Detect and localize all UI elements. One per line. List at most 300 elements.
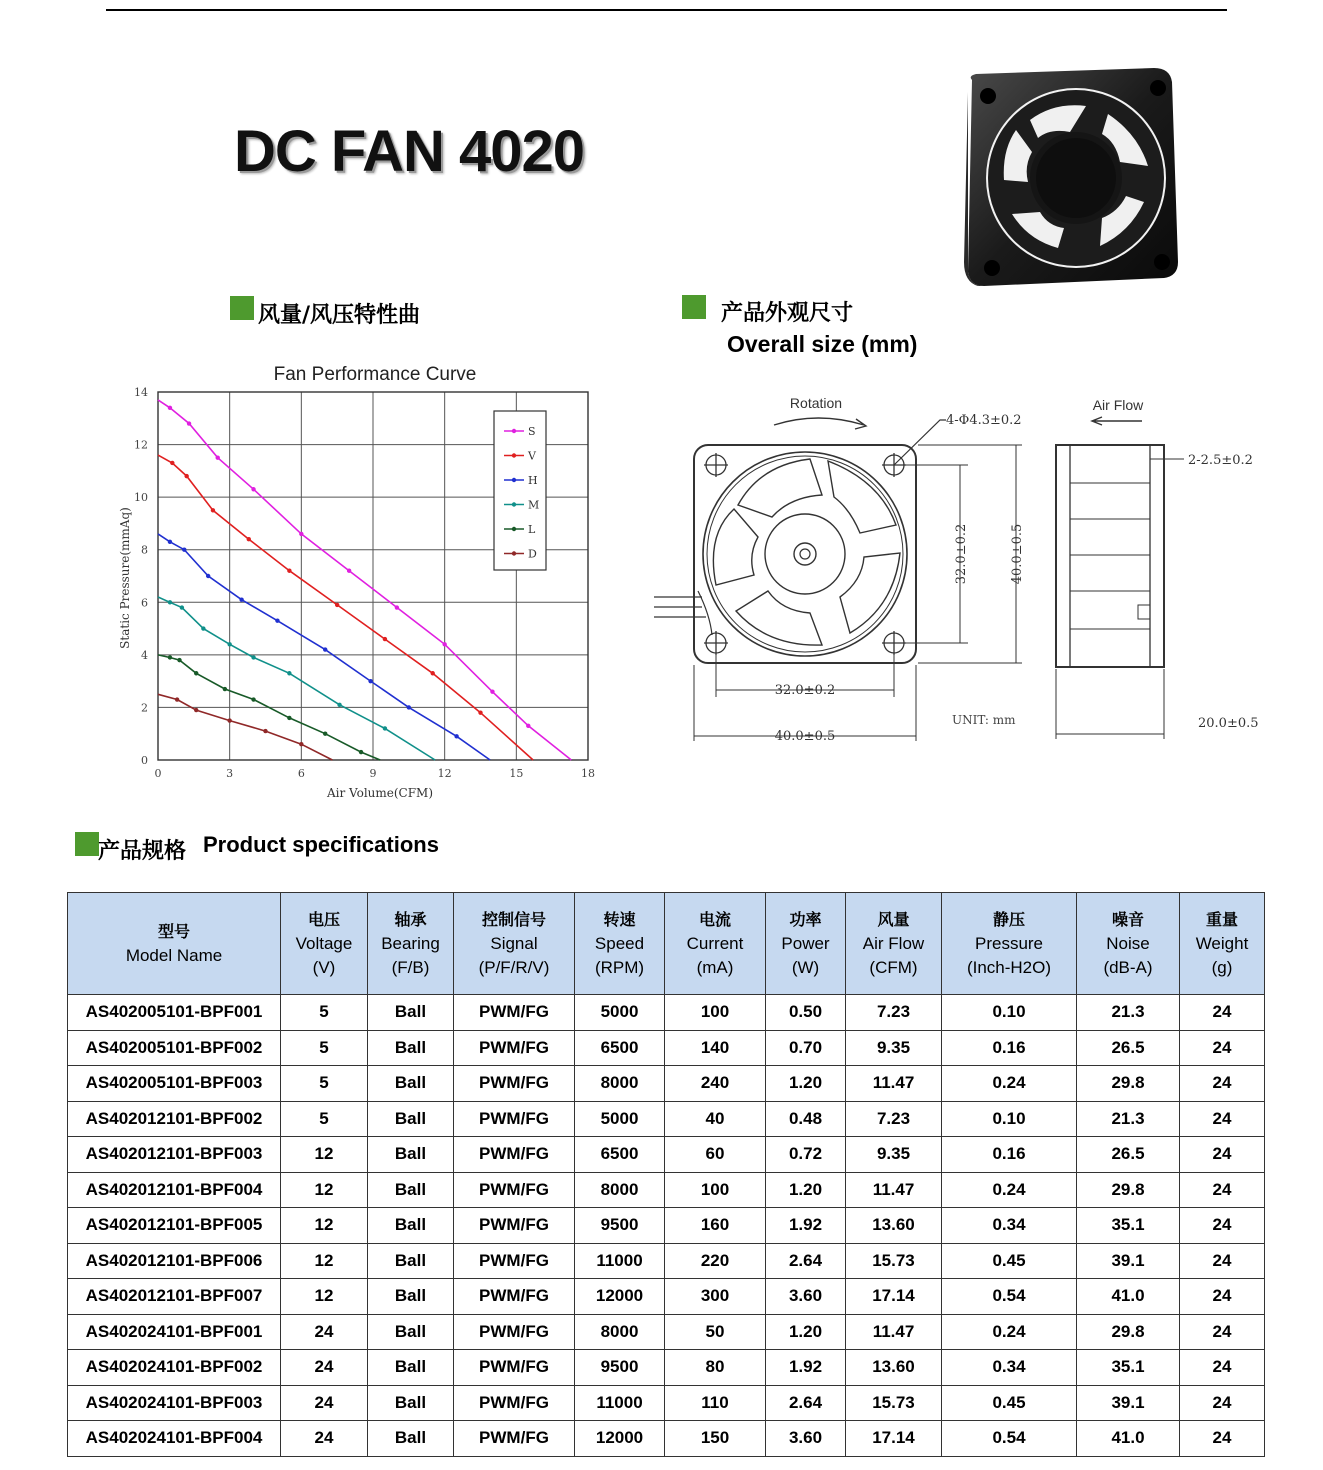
- table-header-row: [68, 893, 1265, 995]
- table-cell: 12: [281, 1208, 368, 1244]
- table-cell: 24: [1180, 1279, 1265, 1315]
- table-cell: PWM/FG: [454, 1421, 575, 1457]
- table-cell: 0.54: [942, 1279, 1077, 1315]
- series-point-S: [168, 406, 172, 410]
- series-point-V: [184, 474, 188, 478]
- table-cell: 29.8: [1077, 1314, 1180, 1350]
- table-cell: 11.47: [846, 1066, 942, 1102]
- table-cell: 5000: [575, 995, 665, 1031]
- table-cell: 24: [1180, 1172, 1265, 1208]
- series-point-L: [168, 655, 172, 659]
- table-cell: 24: [1180, 995, 1265, 1031]
- series-point-V: [431, 671, 435, 675]
- table-cell: 24: [1180, 1066, 1265, 1102]
- table-cell: 300: [665, 1279, 766, 1315]
- size-section-heading-en: Overall size (mm): [727, 331, 918, 357]
- y-tick-label: 8: [141, 543, 148, 557]
- table-body: [68, 995, 1265, 1457]
- series-point-L: [177, 658, 181, 662]
- table-cell: AS402005101-BPF002: [68, 1030, 281, 1066]
- table-row: [68, 1066, 1265, 1102]
- size-horizontal-dimension: 40.0±0.5: [774, 729, 836, 744]
- table-cell: AS402024101-BPF004: [68, 1421, 281, 1457]
- column-header-en: Air Flow: [862, 933, 925, 953]
- series-point-V: [247, 537, 251, 541]
- column-header-unit: (P/F/R/V): [478, 957, 550, 977]
- legend-box: [494, 411, 546, 570]
- series-point-D: [299, 742, 303, 746]
- unit-note: UNIT: mm: [952, 713, 1016, 727]
- column-header-unit: (CFM): [869, 957, 918, 977]
- table-cell: 80: [665, 1350, 766, 1386]
- table-cell: Ball: [368, 1421, 454, 1457]
- table-cell: PWM/FG: [454, 1172, 575, 1208]
- chart-title: Fan Performance Curve: [273, 364, 477, 385]
- column-header-cn: 风量: [877, 909, 910, 929]
- section-marker: [75, 832, 99, 856]
- series-point-M: [337, 703, 341, 707]
- column-header: [846, 893, 942, 995]
- table-cell: PWM/FG: [454, 1279, 575, 1315]
- y-tick-label: 14: [134, 386, 148, 399]
- table-row: [68, 1385, 1265, 1421]
- table-cell: 41.0: [1077, 1421, 1180, 1457]
- table-cell: AS402012101-BPF006: [68, 1243, 281, 1279]
- table-cell: 0.34: [942, 1208, 1077, 1244]
- table-cell: 140: [665, 1030, 766, 1066]
- table-cell: 100: [665, 995, 766, 1031]
- table-cell: 12000: [575, 1279, 665, 1315]
- column-header-unit: (V): [312, 957, 336, 977]
- table-cell: 24: [1180, 1208, 1265, 1244]
- table-cell: AS402012101-BPF005: [68, 1208, 281, 1244]
- series-point-V: [287, 569, 291, 573]
- air-flow-label: Air Flow: [1092, 397, 1144, 413]
- table-cell: 1.20: [766, 1314, 846, 1350]
- table-cell: 220: [665, 1243, 766, 1279]
- series-point-L: [251, 697, 255, 701]
- column-header: [368, 893, 454, 995]
- table-cell: 0.54: [942, 1421, 1077, 1457]
- table-row: [68, 1208, 1265, 1244]
- table-cell: 24: [1180, 1385, 1265, 1421]
- column-header: [942, 893, 1077, 995]
- table-cell: 8000: [575, 1172, 665, 1208]
- table-cell: 50: [665, 1314, 766, 1350]
- series-point-L: [287, 716, 291, 720]
- x-axis-label: Air Volume(CFM): [326, 786, 434, 800]
- table-cell: 11000: [575, 1385, 665, 1421]
- x-tick-label: 12: [437, 767, 452, 780]
- table-cell: 60: [665, 1137, 766, 1173]
- column-header-cn: 转速: [603, 909, 636, 929]
- legend-marker-H: [512, 478, 516, 482]
- table-cell: 12: [281, 1243, 368, 1279]
- series-point-V: [383, 637, 387, 641]
- table-cell: AS402024101-BPF001: [68, 1314, 281, 1350]
- table-cell: 0.50: [766, 995, 846, 1031]
- legend-marker-L: [512, 527, 516, 531]
- table-cell: 0.24: [942, 1066, 1077, 1102]
- table-cell: PWM/FG: [454, 1208, 575, 1244]
- size-section-heading-cn: 产品外观尺寸: [721, 301, 854, 326]
- y-tick-label: 0: [141, 754, 148, 767]
- table-row: [68, 1030, 1265, 1066]
- legend-label-V: V: [528, 449, 536, 463]
- legend-marker-M: [512, 502, 516, 506]
- dimension-drawing: [650, 385, 1300, 750]
- table-cell: 13.60: [846, 1208, 942, 1244]
- table-cell: 29.8: [1077, 1172, 1180, 1208]
- side-dimension: 2-2.5±0.2: [1188, 453, 1253, 468]
- table-cell: 12: [281, 1279, 368, 1315]
- spec-table: [67, 892, 1265, 1457]
- x-tick-label: 15: [509, 767, 524, 780]
- table-cell: Ball: [368, 1101, 454, 1137]
- table-cell: 35.1: [1077, 1350, 1180, 1386]
- x-tick-label: 3: [226, 767, 234, 780]
- table-cell: Ball: [368, 1279, 454, 1315]
- table-cell: AS402024101-BPF002: [68, 1350, 281, 1386]
- table-cell: 2.64: [766, 1385, 846, 1421]
- series-point-H: [454, 734, 458, 738]
- table-row: [68, 1101, 1265, 1137]
- column-header-unit: (W): [791, 957, 820, 977]
- table-cell: 0.10: [942, 1101, 1077, 1137]
- table-cell: 0.48: [766, 1101, 846, 1137]
- table-cell: 1.20: [766, 1066, 846, 1102]
- table-cell: 15.73: [846, 1385, 942, 1421]
- table-cell: AS402012101-BPF002: [68, 1101, 281, 1137]
- table-cell: 0.16: [942, 1137, 1077, 1173]
- hole-dimension: 4-Φ4.3±0.2: [946, 413, 1022, 428]
- column-header-cn: 静压: [992, 909, 1025, 929]
- series-line-M: [158, 597, 435, 760]
- table-cell: Ball: [368, 1030, 454, 1066]
- series-line-V: [158, 455, 533, 760]
- depth-dimension: 20.0±0.5: [1198, 716, 1259, 731]
- column-header: [575, 893, 665, 995]
- series-point-D: [175, 697, 179, 701]
- series-point-M: [287, 671, 291, 675]
- column-header-en: Weight: [1195, 933, 1249, 953]
- series-point-S: [526, 724, 530, 728]
- series-point-S: [442, 642, 446, 646]
- series-point-M: [168, 600, 172, 604]
- series-line-D: [158, 694, 332, 760]
- table-cell: 24: [1180, 1421, 1265, 1457]
- curve-section-heading: 风量/风压特性曲: [258, 303, 421, 328]
- series-point-M: [180, 605, 184, 609]
- table-cell: 17.14: [846, 1279, 942, 1315]
- table-cell: Ball: [368, 1314, 454, 1350]
- y-tick-label: 12: [134, 438, 148, 452]
- series-point-S: [299, 532, 303, 536]
- series-point-S: [187, 421, 191, 425]
- x-tick-label: 18: [581, 767, 595, 780]
- table-cell: 0.70: [766, 1030, 846, 1066]
- column-header-cn: 噪音: [1111, 909, 1144, 929]
- y-tick-label: 2: [141, 701, 148, 715]
- legend-label-S: S: [528, 425, 536, 438]
- legend-label-M: M: [528, 498, 540, 512]
- column-header-cn: 轴承: [394, 909, 427, 929]
- table-cell: 110: [665, 1385, 766, 1421]
- table-cell: 100: [665, 1172, 766, 1208]
- table-cell: 5: [281, 1066, 368, 1102]
- table-cell: PWM/FG: [454, 1385, 575, 1421]
- table-cell: Ball: [368, 1385, 454, 1421]
- table-cell: PWM/FG: [454, 1243, 575, 1279]
- column-header-en: Bearing: [381, 933, 440, 953]
- table-cell: 26.5: [1077, 1137, 1180, 1173]
- table-cell: 26.5: [1077, 1030, 1180, 1066]
- front-view-frame: [694, 445, 916, 663]
- table-cell: 24: [1180, 1030, 1265, 1066]
- table-cell: 39.1: [1077, 1385, 1180, 1421]
- table-cell: 5000: [575, 1101, 665, 1137]
- table-cell: 24: [281, 1350, 368, 1386]
- table-cell: 0.45: [942, 1243, 1077, 1279]
- series-point-S: [216, 456, 220, 460]
- series-point-D: [194, 708, 198, 712]
- table-cell: 12: [281, 1172, 368, 1208]
- table-cell: 12: [281, 1137, 368, 1173]
- y-tick-label: 10: [134, 491, 148, 505]
- column-header-unit: (Inch-H2O): [966, 957, 1052, 977]
- series-point-D: [263, 729, 267, 733]
- table-cell: Ball: [368, 1243, 454, 1279]
- table-cell: 2.64: [766, 1243, 846, 1279]
- table-cell: 3.60: [766, 1279, 846, 1315]
- table-cell: 8000: [575, 1066, 665, 1102]
- table-cell: 3.60: [766, 1421, 846, 1457]
- table-cell: 24: [1180, 1314, 1265, 1350]
- table-cell: AS402005101-BPF003: [68, 1066, 281, 1102]
- table-cell: 1.92: [766, 1350, 846, 1386]
- table-cell: 8000: [575, 1314, 665, 1350]
- y-tick-label: 6: [141, 596, 148, 610]
- column-header: [1180, 893, 1265, 995]
- rotation-label: Rotation: [789, 395, 843, 411]
- series-point-H: [239, 597, 243, 601]
- column-header-unit: (F/B): [391, 957, 430, 977]
- spec-section-heading-cn: 产品规格: [98, 839, 187, 864]
- section-marker: [682, 295, 706, 319]
- table-cell: 24: [1180, 1243, 1265, 1279]
- series-point-M: [227, 642, 231, 646]
- series-point-V: [211, 508, 215, 512]
- series-point-H: [275, 618, 279, 622]
- column-header-unit: (g): [1211, 957, 1233, 977]
- table-cell: 0.34: [942, 1350, 1077, 1386]
- legend-marker-S: [512, 429, 516, 433]
- table-cell: 9500: [575, 1208, 665, 1244]
- table-cell: 5: [281, 1030, 368, 1066]
- legend-label-L: L: [528, 523, 536, 536]
- table-cell: 6500: [575, 1137, 665, 1173]
- series-point-V: [335, 603, 339, 607]
- series-point-S: [490, 689, 494, 693]
- series-point-H: [168, 540, 172, 544]
- column-header-cn: 重量: [1205, 909, 1238, 929]
- column-header-en: Pressure: [974, 933, 1044, 953]
- series-point-H: [368, 679, 372, 683]
- table-cell: 12000: [575, 1421, 665, 1457]
- column-header-cn: 控制信号: [481, 909, 546, 929]
- y-axis-label: Static Pressure(mmAq): [118, 507, 132, 649]
- table-cell: 39.1: [1077, 1243, 1180, 1279]
- table-cell: 24: [281, 1314, 368, 1350]
- table-cell: 0.16: [942, 1030, 1077, 1066]
- table-cell: 0.24: [942, 1314, 1077, 1350]
- size-vertical-dimension: 40.0±0.5: [1010, 523, 1025, 585]
- table-row: [68, 1243, 1265, 1279]
- table-cell: 17.14: [846, 1421, 942, 1457]
- series-point-H: [407, 705, 411, 709]
- column-header-unit: (RPM): [594, 957, 645, 977]
- table-cell: AS402005101-BPF001: [68, 995, 281, 1031]
- column-header: [68, 893, 281, 995]
- table-cell: 1.20: [766, 1172, 846, 1208]
- table-cell: 5: [281, 995, 368, 1031]
- table-cell: 21.3: [1077, 1101, 1180, 1137]
- series-point-S: [251, 487, 255, 491]
- x-tick-label: 9: [369, 767, 377, 780]
- table-cell: 13.60: [846, 1350, 942, 1386]
- x-tick-label: 6: [297, 767, 305, 780]
- table-cell: 21.3: [1077, 995, 1180, 1031]
- table-cell: 11.47: [846, 1314, 942, 1350]
- series-point-M: [383, 726, 387, 730]
- table-cell: 7.23: [846, 995, 942, 1031]
- column-header-en: Speed: [594, 933, 645, 953]
- table-cell: 11.47: [846, 1172, 942, 1208]
- section-marker: [230, 296, 254, 320]
- table-cell: Ball: [368, 1172, 454, 1208]
- table-cell: 11000: [575, 1243, 665, 1279]
- spec-section-heading-en: Product specifications: [203, 832, 439, 857]
- table-cell: 0.10: [942, 995, 1077, 1031]
- column-header: [766, 893, 846, 995]
- table-cell: 29.8: [1077, 1066, 1180, 1102]
- series-point-H: [182, 548, 186, 552]
- table-cell: 9500: [575, 1350, 665, 1386]
- table-cell: 0.72: [766, 1137, 846, 1173]
- table-cell: 9.35: [846, 1137, 942, 1173]
- series-point-S: [347, 569, 351, 573]
- column-header-unit: (dB-A): [1103, 957, 1153, 977]
- table-cell: 6500: [575, 1030, 665, 1066]
- table-cell: PWM/FG: [454, 1137, 575, 1173]
- column-header-cn: 电压: [307, 909, 340, 929]
- x-tick-label: 0: [154, 767, 162, 780]
- fan-performance-chart: [100, 355, 610, 805]
- column-header-unit: (mA): [696, 957, 734, 977]
- table-cell: 7.23: [846, 1101, 942, 1137]
- series-point-D: [227, 718, 231, 722]
- table-cell: 0.45: [942, 1385, 1077, 1421]
- series-point-V: [170, 461, 174, 465]
- series-point-H: [323, 647, 327, 651]
- page-title: DC FAN 4020: [234, 119, 585, 184]
- column-header: [665, 893, 766, 995]
- series-point-H: [206, 574, 210, 578]
- series-point-V: [478, 710, 482, 714]
- table-row: [68, 1350, 1265, 1386]
- table-cell: 15.73: [846, 1243, 942, 1279]
- series-point-L: [323, 732, 327, 736]
- table-cell: Ball: [368, 1350, 454, 1386]
- pitch-horizontal-dimension: 32.0±0.2: [774, 683, 836, 698]
- table-cell: 24: [1180, 1350, 1265, 1386]
- table-row: [68, 995, 1265, 1031]
- table-cell: 24: [281, 1385, 368, 1421]
- table-row: [68, 1137, 1265, 1173]
- column-header-en: Current: [686, 933, 744, 953]
- table-row: [68, 1172, 1265, 1208]
- table-cell: 35.1: [1077, 1208, 1180, 1244]
- fan-product-photo: [958, 62, 1180, 290]
- table-cell: AS402012101-BPF003: [68, 1137, 281, 1173]
- series-point-S: [395, 605, 399, 609]
- fan-opening: [703, 452, 907, 656]
- table-cell: 41.0: [1077, 1279, 1180, 1315]
- table-cell: 1.92: [766, 1208, 846, 1244]
- legend-label-D: D: [528, 547, 537, 561]
- column-header-en: Noise: [1106, 933, 1150, 953]
- column-header-en: Signal: [490, 933, 538, 953]
- column-header-en: Power: [781, 933, 830, 953]
- table-cell: Ball: [368, 1137, 454, 1173]
- table-cell: PWM/FG: [454, 1030, 575, 1066]
- legend-label-H: H: [528, 474, 538, 487]
- table-cell: 0.24: [942, 1172, 1077, 1208]
- column-header-en: Model Name: [125, 945, 223, 965]
- table-cell: AS402012101-BPF007: [68, 1279, 281, 1315]
- column-header-cn: 型号: [157, 921, 190, 941]
- column-header: [281, 893, 368, 995]
- column-header-en: Voltage: [295, 933, 353, 953]
- table-row: [68, 1421, 1265, 1457]
- table-cell: 240: [665, 1066, 766, 1102]
- pitch-vertical-dimension: 32.0±0.2: [954, 523, 969, 585]
- table-cell: PWM/FG: [454, 1066, 575, 1102]
- column-header-cn: 电流: [698, 909, 731, 929]
- series-point-L: [223, 687, 227, 691]
- side-view-frame: [1056, 445, 1164, 667]
- table-cell: 24: [281, 1421, 368, 1457]
- table-cell: PWM/FG: [454, 1314, 575, 1350]
- series-line-H: [158, 534, 490, 760]
- table-row: [68, 1314, 1265, 1350]
- table-cell: 24: [1180, 1137, 1265, 1173]
- top-rule: [106, 9, 1227, 11]
- table-cell: AS402024101-BPF003: [68, 1385, 281, 1421]
- table-cell: 9.35: [846, 1030, 942, 1066]
- table-cell: Ball: [368, 1208, 454, 1244]
- column-header-cn: 功率: [789, 909, 822, 929]
- series-point-M: [201, 626, 205, 630]
- table-cell: 24: [1180, 1101, 1265, 1137]
- table-cell: 40: [665, 1101, 766, 1137]
- legend-marker-V: [512, 453, 516, 457]
- series-point-L: [194, 671, 198, 675]
- table-cell: 160: [665, 1208, 766, 1244]
- table-cell: Ball: [368, 995, 454, 1031]
- column-header: [454, 893, 575, 995]
- series-point-L: [359, 750, 363, 754]
